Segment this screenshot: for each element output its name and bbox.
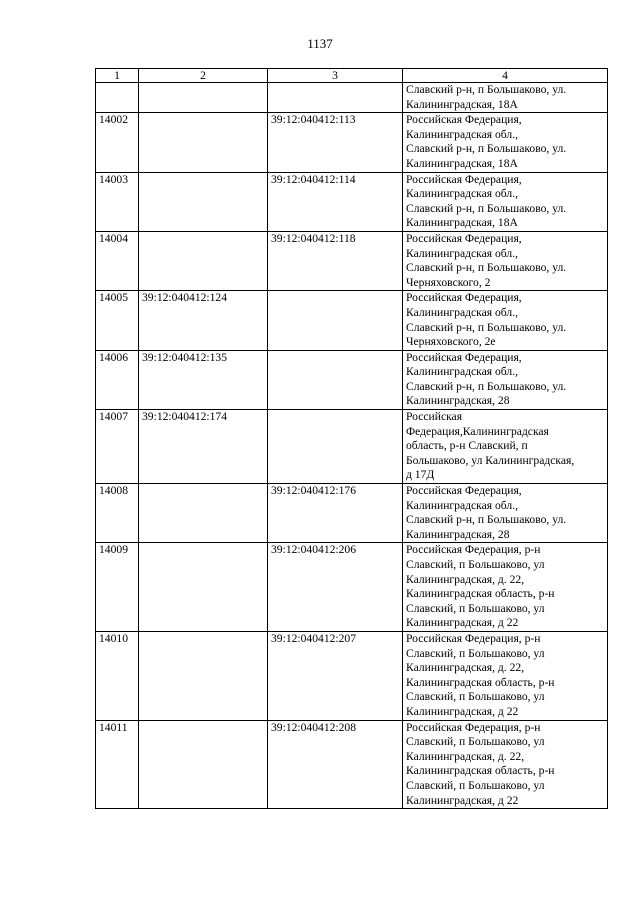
row-number-cell: 14002 — [96, 113, 139, 172]
table-row — [96, 410, 608, 484]
address-line: Славский р-н, п Большаково, ул. — [406, 513, 567, 527]
address-line: Калининградская, 18А — [406, 156, 518, 170]
cadastral-number-col3-cell: 39:12:040412:206 — [268, 543, 403, 632]
address-line: Славский, п Большаково, ул — [406, 690, 545, 704]
address-line: Российская Федерация, — [406, 172, 522, 186]
address-cell — [403, 484, 608, 543]
address-line: Славский р-н, п Большаково, ул. — [406, 142, 567, 156]
address-line: Калининградская обл., — [406, 187, 518, 201]
address-line: Российская Федерация, р-н — [406, 543, 541, 557]
table-row — [96, 83, 608, 113]
cadastral-number-col3-cell: 39:12:040412:176 — [268, 484, 403, 543]
row-number-cell: 14011 — [96, 720, 139, 809]
address-line: Славский р-н, п Большаково, ул. — [406, 201, 567, 215]
cadastral-number-col2-cell — [139, 113, 268, 172]
table-header-row — [96, 69, 608, 83]
cadastral-number-col2-cell — [139, 631, 268, 720]
cadastral-number-col2-cell — [139, 720, 268, 809]
cadastral-number-col3-cell: 39:12:040412:118 — [268, 231, 403, 290]
cadastral-number-col2-cell — [139, 83, 268, 113]
address-line: Российская Федерация, — [406, 113, 522, 127]
address-line: Калининградская обл., — [406, 246, 518, 260]
table-row — [96, 720, 608, 809]
address-line: Калининградская, д 22 — [406, 616, 519, 630]
address-line: Славский р-н, п Большаково, ул. — [406, 379, 567, 393]
address-line: Славский р-н, п Большаково, ул. — [406, 261, 567, 275]
address-cell — [403, 231, 608, 290]
table-row — [96, 350, 608, 409]
cadastral-number-col2-cell — [139, 543, 268, 632]
address-line: Славский, п Большаково, ул — [406, 646, 545, 660]
address-cell — [403, 113, 608, 172]
row-number-cell: 14003 — [96, 172, 139, 231]
column-header-1: 1 — [96, 69, 139, 83]
row-number-cell: 14005 — [96, 291, 139, 350]
address-line: Калининградская, д 22 — [406, 793, 519, 807]
address-line: Калининградская, д. 22, — [406, 572, 525, 586]
cadastral-number-col3-cell — [268, 83, 403, 113]
cadastral-number-col3-cell — [268, 350, 403, 409]
cadastral-number-col2-cell: 39:12:040412:135 — [139, 350, 268, 409]
table-row — [96, 113, 608, 172]
address-line: Калининградская, 28 — [406, 394, 510, 408]
row-number-cell: 14006 — [96, 350, 139, 409]
table-row — [96, 291, 608, 350]
address-line: Калининградская, 18А — [406, 216, 518, 230]
address-line: Большаково, ул Калининградская, — [406, 453, 575, 467]
address-line: Славский, п Большаково, ул — [406, 735, 545, 749]
table-row — [96, 543, 608, 632]
row-number-cell: 14009 — [96, 543, 139, 632]
cadastral-number-col2-cell: 39:12:040412:174 — [139, 410, 268, 484]
row-number-cell: 14008 — [96, 484, 139, 543]
table-row — [96, 631, 608, 720]
row-number-cell: 14010 — [96, 631, 139, 720]
column-header-3: 3 — [268, 69, 403, 83]
address-line: Калининградская область, р-н — [406, 764, 555, 778]
address-line: Черняховского, 2 — [406, 275, 491, 289]
address-cell — [403, 720, 608, 809]
column-header-2: 2 — [139, 69, 268, 83]
cadastral-number-col3-cell: 39:12:040412:207 — [268, 631, 403, 720]
cadastral-number-col2-cell: 39:12:040412:124 — [139, 291, 268, 350]
address-cell — [403, 631, 608, 720]
table-body — [96, 83, 608, 809]
row-number-cell: 14007 — [96, 410, 139, 484]
address-cell — [403, 83, 608, 113]
registry-table — [95, 68, 608, 809]
address-line: Славский, п Большаково, ул — [406, 558, 545, 571]
cadastral-number-col2-cell — [139, 231, 268, 290]
address-line: Калининградская обл., — [406, 127, 518, 141]
cadastral-number-col2-cell — [139, 172, 268, 231]
address-line: Калининградская область, р-н — [406, 675, 555, 689]
address-line: Российская Федерация, р-н — [406, 631, 541, 645]
address-line: Российская Федерация, — [406, 231, 522, 245]
address-line: Славский, п Большаково, ул — [406, 601, 545, 615]
address-line: Калининградская, д 22 — [406, 704, 519, 718]
cadastral-number-col3-cell — [268, 410, 403, 484]
row-number-cell — [96, 83, 139, 113]
cadastral-number-col3-cell: 39:12:040412:114 — [268, 172, 403, 231]
table-row — [96, 484, 608, 543]
page-number: 1137 — [307, 36, 333, 51]
address-cell — [403, 172, 608, 231]
cadastral-number-col3-cell — [268, 291, 403, 350]
address-line: Калининградская, д. 22, — [406, 749, 525, 763]
address-cell — [403, 543, 608, 632]
table-row — [96, 172, 608, 231]
address-line: Калининградская обл., — [406, 498, 518, 512]
address-line: Калининградская область, р-н — [406, 587, 555, 601]
address-line: Славский р-н, п Большаково, ул. — [406, 83, 567, 96]
address-line: Славский, п Большаково, ул — [406, 778, 545, 792]
address-line: Калининградская, 28 — [406, 527, 510, 541]
column-header-4: 4 — [403, 69, 608, 83]
address-line: Российская — [406, 410, 463, 424]
address-line: Российская Федерация, — [406, 350, 522, 364]
address-cell — [403, 291, 608, 350]
address-cell — [403, 350, 608, 409]
address-line: Калининградская, 18А — [406, 97, 518, 111]
address-line: Калининградская, д. 22, — [406, 661, 525, 675]
table-row — [96, 231, 608, 290]
address-line: Калининградская обл., — [406, 305, 518, 319]
address-line: д 17Д — [406, 468, 435, 482]
address-line: Калининградская обл., — [406, 365, 518, 379]
address-line: Российская Федерация, — [406, 484, 522, 498]
address-line: Российская Федерация, — [406, 291, 522, 305]
address-line: область, р-н Славский, п — [406, 439, 528, 453]
cadastral-number-col2-cell — [139, 484, 268, 543]
address-line: Российская Федерация, р-н — [406, 720, 541, 734]
cadastral-number-col3-cell: 39:12:040412:113 — [268, 113, 403, 172]
address-line: Славский р-н, п Большаково, ул. — [406, 320, 567, 334]
cadastral-number-col3-cell: 39:12:040412:208 — [268, 720, 403, 809]
address-cell — [403, 410, 608, 484]
address-line: Федерация,Калининградская — [406, 424, 549, 438]
address-line: Черняховского, 2е — [406, 335, 496, 349]
row-number-cell: 14004 — [96, 231, 139, 290]
